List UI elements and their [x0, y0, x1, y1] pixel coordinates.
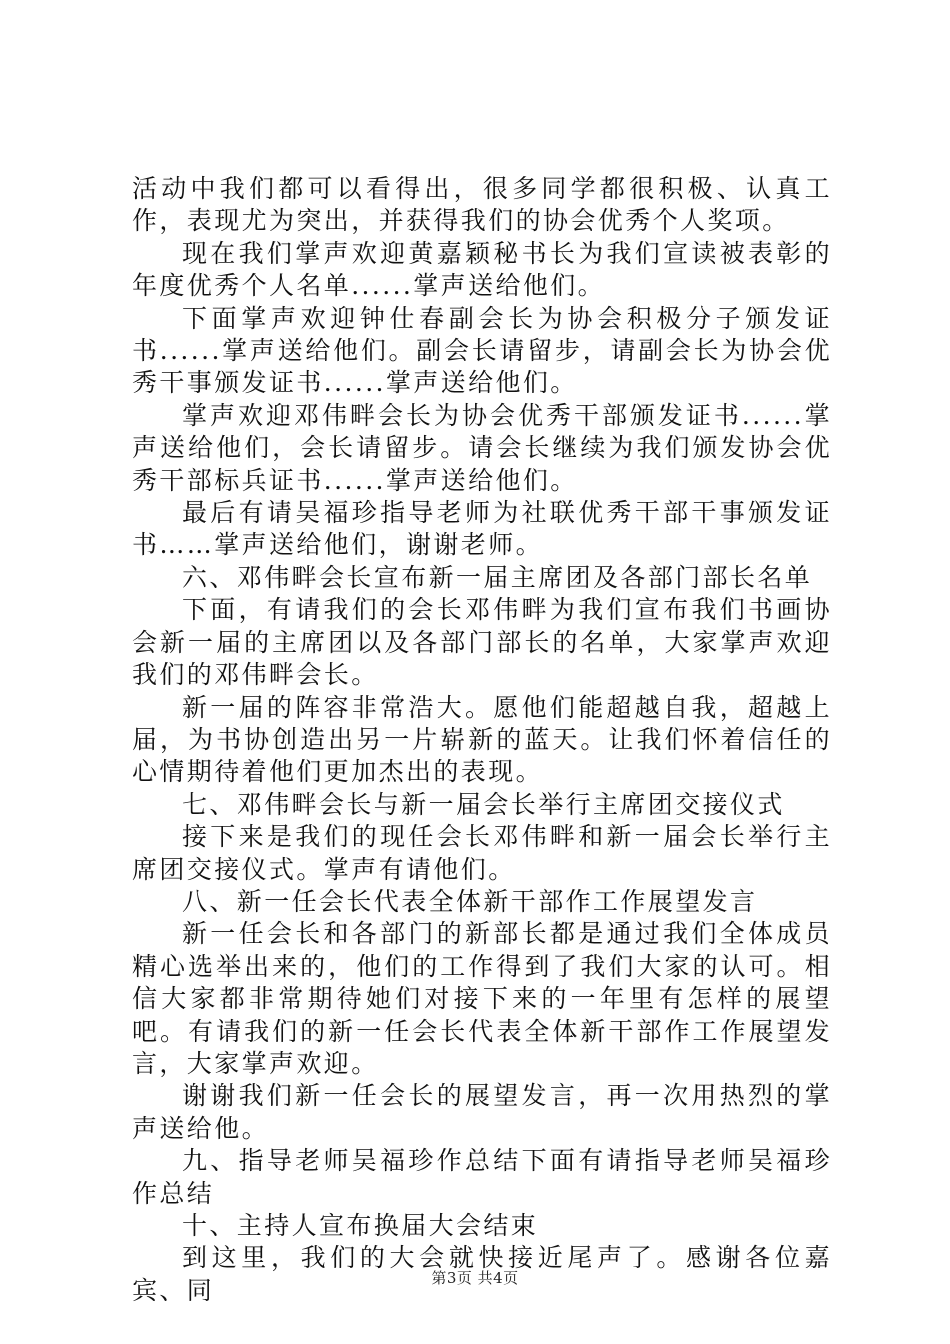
paragraph: 活动中我们都可以看得出，很多同学都很积极、认真工作，表现尤为突出，并获得我们的协会优秀个人奖项。 [132, 174, 832, 236]
paragraph: 现在我们掌声欢迎黄嘉颖秘书长为我们宣读被表彰的年度优秀个人名单......掌声送给他们。 [132, 238, 832, 301]
paragraph: 谢谢我们新一任会长的展望发言，再一次用热烈的掌声送给他。 [132, 1081, 832, 1143]
page-number-footer: 第3页 共4页 [431, 1269, 519, 1287]
paragraph: 新一任会长和各部门的新部长都是通过我们全体成员精心选举出来的，他们的工作得到了我们大家的认可。相信大家都非常期待她们对接下来的一年里有怎样的展望吧。有请我们的新一任会长代表全体新干部作工作展望发言，大家掌声欢迎。 [132, 919, 832, 1078]
section-heading: 六、邓伟畔会长宣布新一届主席团及各部门部长名单 [182, 562, 813, 592]
paragraph: 下面掌声欢迎钟仕春副会长为协会积极分子颁发证书......掌声送给他们。副会长请留步，请副会长为协会优秀干事颁发证书......掌声送给他们。 [132, 303, 832, 398]
section-heading: 八、新一任会长代表全体新干部作工作展望发言 [182, 886, 758, 916]
section-heading: 十、主持人宣布换届大会结束 [182, 1211, 539, 1240]
section-heading: 七、邓伟畔会长与新一届会长举行主席团交接仪式 [182, 789, 785, 819]
section-heading: 九、指导老师吴福珍作总结下面有请指导老师吴福珍作总结 [132, 1146, 832, 1208]
paragraph: 接下来是我们的现任会长邓伟畔和新一届会长举行主席团交接仪式。掌声有请他们。 [132, 822, 832, 884]
paragraph: 新一届的阵容非常浩大。愿他们能超越自我，超越上届，为书协创造出另一片崭新的蓝天。让我们怀着信任的心情期待着他们更加杰出的表现。 [132, 692, 832, 787]
document-body [132, 173, 832, 1307]
paragraph: 到这里，我们的大会就快接近尾声了。感谢各位嘉宾、同 [132, 1243, 832, 1305]
paragraph: 掌声欢迎邓伟畔会长为协会优秀干部颁发证书......掌声送给他们，会长请留步。请会长继续为我们颁发协会优秀干部标兵证书......掌声送给他们。 [132, 400, 832, 495]
paragraph: 下面，有请我们的会长邓伟畔为我们宣布我们书画协会新一届的主席团以及各部门部长的名单，大家掌声欢迎我们的邓伟畔会长。 [132, 595, 832, 690]
paragraph: 最后有请吴福珍指导老师为社联优秀干部干事颁发证书……掌声送给他们，谢谢老师。 [132, 498, 832, 560]
